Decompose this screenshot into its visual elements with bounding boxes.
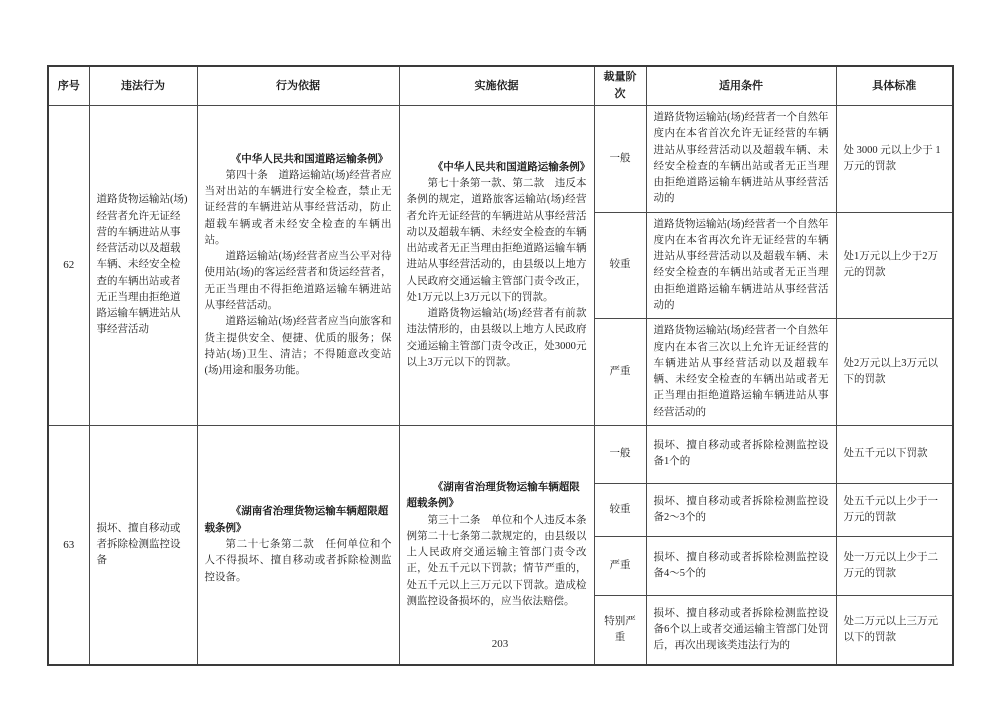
condition-cell: 损坏、擅自移动或者拆除检测监控设备1个的	[646, 425, 836, 483]
violation-cell: 道路货物运输站(场)经营者允许无证经营的车辆进站从事经营活动以及超载车辆、未经安全检查的车辆出站或者无正当理由拒绝道路运输车辆进站从事经营活动	[89, 106, 197, 426]
tier-level-cell: 较重	[594, 483, 646, 536]
page-number: 203	[491, 638, 509, 650]
header-violation: 违法行为	[89, 66, 197, 106]
tier-level-cell: 较重	[594, 212, 646, 319]
condition-cell: 道路货物运输站(场)经营者一个自然年度内在本省三次以上允许无证经营的车辆进站从事经营活动以及超载车辆、未经安全检查的车辆出站或者无正当理由拒绝道路运输车辆进站从事经营活动的	[646, 319, 836, 426]
implementation-basis-cell	[399, 106, 594, 426]
condition-cell: 道路货物运输站(场)经营者一个自然年度内在本省首次允许无证经营的车辆进站从事经营活动以及超载车辆、未经安全检查的车辆出站或者无正当理由拒绝道路运输车辆进站从事经营活动的	[646, 106, 836, 213]
table-row	[48, 425, 953, 483]
tier-level-cell: 特别严重	[594, 595, 646, 665]
law-paragraph: 道路运输站(场)经营者应当向旅客和货主提供安全、便捷、优质的服务；保持站(场)卫生、清洁；不得随意改变站(场)用途和服务功能。	[204, 316, 392, 377]
condition-cell: 损坏、擅自移动或者拆除检测监控设备2～3个的	[646, 483, 836, 536]
behavior-basis-cell	[197, 425, 399, 665]
standard-cell: 处1万元以上少于2万元的罚款	[836, 212, 953, 319]
law-paragraph: 第二十七条第二款 任何单位和个人不得损坏、擅自移动或者拆除检测监控设备。	[204, 538, 392, 583]
standard-cell: 处一万元以上少于二万元的罚款	[836, 536, 953, 595]
header-implementation-basis: 实施依据	[399, 66, 594, 106]
law-title: 《湖南省治理货物运输车辆超限超载条例》	[406, 482, 580, 510]
seq-cell: 62	[48, 106, 89, 426]
standard-cell: 处2万元以上3万元以下的罚款	[836, 319, 953, 426]
condition-cell: 道路货物运输站(场)经营者一个自然年度内在本省再次允许无证经营的车辆进站从事经营活动以及超载车辆、未经安全检查的车辆出站或者无正当理由拒绝道路运输车辆进站从事经营活动的	[646, 212, 836, 319]
law-title: 《湖南省治理货物运输车辆超限超载条例》	[204, 506, 389, 534]
violation-cell: 损坏、擅自移动或者拆除检测监控设备	[89, 425, 197, 665]
law-paragraph: 第四十条 道路运输站(场)经营者应当对出站的车辆进行安全检查，禁止无证经营的车辆进站从事经营活动，防止超载车辆或者未经安全检查的车辆出站。	[204, 169, 392, 246]
header-standard: 具体标准	[836, 66, 953, 106]
standard-cell: 处五千元以上少于一万元的罚款	[836, 483, 953, 536]
standard-cell: 处二万元以上三万元以下的罚款	[836, 595, 953, 665]
law-paragraph: 第七十条第一款、第二款 违反本条例的规定，道路旅客运输站(场)经营者允许无证经营的车辆进站从事经营活动以及超载车辆、未经安全检查的车辆出站或者无正当理由拒绝道路运输车辆进站从事经营活动的，由县级以上地方人民政府交通运输主管部门责令改正，处1万元以上3万元以下的罚款。	[406, 178, 587, 303]
behavior-basis-cell	[197, 106, 399, 426]
law-paragraph: 道路货物运输站(场)经营者有前款违法情形的，由县级以上地方人民政府交通运输主管部门责令改正，处3000元以上3万元以下的罚款。	[406, 308, 587, 368]
header-behavior-basis: 行为依据	[197, 66, 399, 106]
penalty-discretion-table	[47, 65, 954, 666]
table-row	[48, 106, 953, 213]
seq-cell: 63	[48, 425, 89, 665]
standard-cell: 处 3000 元以上少于 1 万元的罚款	[836, 106, 953, 213]
tier-level-cell: 严重	[594, 319, 646, 426]
implementation-basis-cell	[399, 425, 594, 665]
condition-cell: 损坏、擅自移动或者拆除检测监控设备4～5个的	[646, 536, 836, 595]
header-discretion-tier: 裁量阶次	[594, 66, 646, 106]
law-paragraph: 第三十二条 单位和个人违反本条例第二十七条第二款规定的，由县级以上人民政府交通运输主管部门责令改正，处五千元以下罚款；情节严重的，处五千元以上三万元以下罚款。造成检测监控设备损坏的，应当依法赔偿。	[406, 514, 587, 607]
law-paragraph: 道路运输站(场)经营者应当公平对待使用站(场)的客运经营者和货运经营者，无正当理由不得拒绝道路运输车辆进站从事经营活动。	[204, 251, 392, 312]
law-title: 《中华人民共和国道路运输条例》	[432, 161, 591, 173]
table-header-row	[48, 66, 953, 106]
tier-level-cell: 严重	[594, 536, 646, 595]
tier-level-cell: 一般	[594, 425, 646, 483]
condition-cell: 损坏、擅自移动或者拆除检测监控设备6个以上或者交通运输主管部门处罚后，再次出现该类违法行为的	[646, 595, 836, 665]
standard-cell: 处五千元以下罚款	[836, 425, 953, 483]
header-seq: 序号	[48, 66, 89, 106]
law-title: 《中华人民共和国道路运输条例》	[230, 153, 389, 165]
header-condition: 适用条件	[646, 66, 836, 106]
tier-level-cell: 一般	[594, 106, 646, 213]
